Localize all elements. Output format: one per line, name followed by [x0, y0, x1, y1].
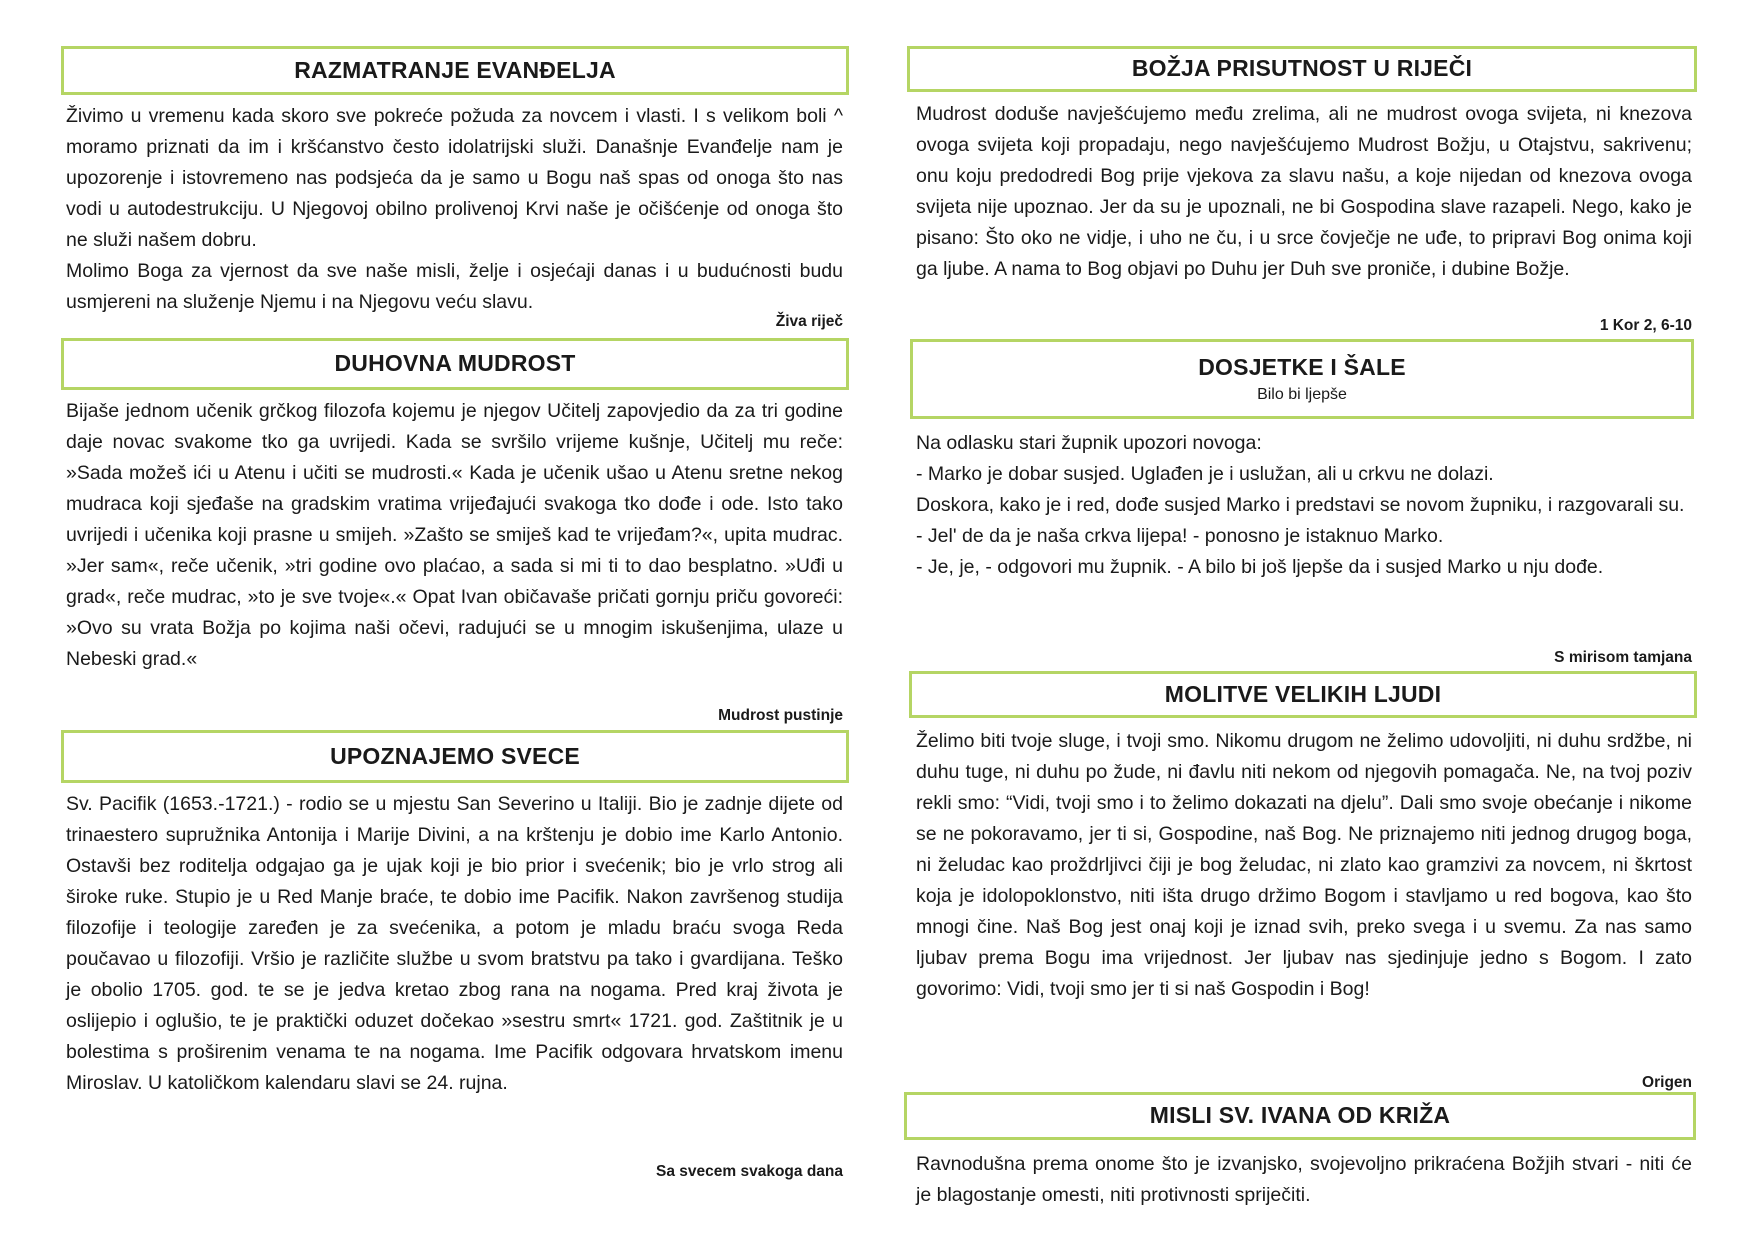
section-title: DOSJETKE I ŠALE — [1198, 353, 1406, 380]
section-body — [66, 789, 843, 1099]
paragraph: Želimo biti tvoje sluge, i tvoji smo. Nikomu drugom ne želimo udovoljiti, ni duhu srdžbe, ni duhu tuge, ni duhu po žude, ni đavlu niti nekom od njegovih pomagača. Ne, na tvoj poziv rekli smo: “Vidi, tvoji smo i to želimo dokazati na djelu”. Dali smo svoje obećanje i nikome se ne pokoravamo, jer ti si, Gospodine, naš Bog. Ne priznajemo niti jednog drugog boga, ni želudac kao proždrljivci čiji je bog želudac, ni zlato kao gramzivi za novcem, ni škrtost koja je idolopoklonstvo, niti išta drugo držimo Bogom i stavljamo u red bogova, kao što mnogi čine. Naš Bog jest onaj koji je iznad svih, preko svega i u svemu. Za nas samo ljubav prema Bogu ima vrijednost. Jer ljubav nas sjedinjuje jedno s Bogom. I zato govorimo: Vidi, tvoji smo jer ti si naš Gospodin i Bog! — [916, 730, 1692, 1000]
section-title-box — [61, 730, 849, 783]
section-subtitle: Bilo bi ljepše — [1257, 385, 1347, 403]
paragraph: Sv. Pacifik (1653.-1721.) - rodio se u mjestu San Severino u Italiji. Bio je zadnje dijete od trinaestero supružnika Antonija i Marije Divini, a na krštenju je dobio ime Karlo Antonio. Ostavši bez roditelja odgajao ga je ujak koji je bio prior i svećenik; bio je vrlo strog ali široke ruke. Stupio je u Red Manje braće, te dobio ime Pacifik. Nakon završenog studija filozofije i teologije zaređen je za svećenika, a potom je mladu braću svoga Reda poučavao u filozofiji. Vršio je različite službe u svom bratstvu pa tako i gvardijana. Teško je obolio 1705. god. te se je jedva kretao zbog rana na nogama. Pred kraj života je oslijepio i oglušio, te je praktički oduzet dočekao »sestru smrt« 1721. god. Zaštitnik je u bolestima s proširenim venama te na nogama. Ime Pacifik odgovara hrvatskom imenu Miroslav. U katoličkom kalendaru slavi se 24. rujna. — [66, 793, 843, 1094]
section-body — [66, 396, 843, 675]
section-title-box — [910, 339, 1694, 419]
section-title: RAZMATRANJE EVANĐELJA — [294, 56, 616, 83]
paragraph: Doskora, kako je i red, dođe susjed Marko i predstavi se novom župniku, i razgovarali su. — [916, 494, 1685, 516]
paragraph: Bijaše jednom učenik grčkog filozofa kojemu je njegov Učitelj zapovjedio da za tri godine daje novac svakome tko ga uvrijedi. Kada se svršilo vrijeme kušnje, Učitelj mu reče: »Sada možeš ići u Atenu i učiti se mudrosti.« Kada je učenik ušao u Atenu sretne nekog mudraca koji sjeđaše na gradskim vratima vrijeđajući svakoga tko dođe i ode. Isto tako uvrijedi i učenika koji prasne u smijeh. »Zašto se smiješ kad te vrijeđam?«, upita mudrac. »Jer sam«, reče učenik, »tri godine ovo plaćao, a sada si mi ti to dao besplatno. »Uđi u grad«, reče mudrac, »to je sve tvoje«.« Opat Ivan običavaše pričati gornju priču govoreći: »Ovo su vrata Božja po kojima naši očevi, radujući se u mnogim iskušenjima, ulaze u Nebeski grad.« — [66, 400, 843, 670]
source-attribution: S mirisom tamjana — [1554, 649, 1692, 666]
section-title: MOLITVE VELIKIH LJUDI — [1164, 680, 1442, 707]
section-title-box — [907, 46, 1697, 92]
section-title: UPOZNAJEMO SVECE — [330, 742, 580, 769]
paragraph: - Je, je, - odgovori mu župnik. - A bilo bi još ljepše da i susjed Marko u nju dođe. — [916, 556, 1604, 578]
source-attribution: Sa svecem svakoga dana — [656, 1163, 843, 1180]
paragraph: Ravnodušna prema onome što je izvanjsko, svojevoljno prikraćena Božjih stvari - niti će je blagostanje omesti, niti protivnosti spriječiti. — [916, 1153, 1692, 1206]
paragraph: Molimo Boga za vjernost da sve naše misli, želje i osjećaji danas i u budućnosti budu usmjereni na služenje Njemu i na Njegovu veću slavu. — [66, 260, 843, 313]
section-title-box — [904, 1092, 1696, 1140]
paragraph: Na odlasku stari župnik upozori novoga: — [916, 432, 1262, 454]
source-attribution: Mudrost pustinje — [718, 707, 843, 724]
section-title: MISLI SV. IVANA OD KRIŽA — [1149, 1102, 1451, 1129]
source-attribution: 1 Kor 2, 6-10 — [1599, 317, 1692, 334]
source-attribution: Živa riječ — [775, 313, 843, 330]
section-body — [916, 1149, 1692, 1211]
section-title: BOŽJA PRISUTNOST U RIJEČI — [1131, 55, 1473, 82]
section-body — [916, 726, 1692, 1005]
section-body — [916, 428, 1692, 583]
section-title-box — [61, 46, 849, 95]
section-body — [916, 99, 1692, 285]
section-title: DUHOVNA MUDROST — [334, 350, 576, 377]
section-title-box — [909, 671, 1697, 718]
section-title-box — [61, 338, 849, 390]
paragraph: Mudrost doduše navješćujemo među zrelima, ali ne mudrost ovoga svijeta, ni knezova ovoga svijeta koji propadaju, nego navješćujemo Mudrost Božju, u Otajstvu, sakrivenu; onu koju predodredi Bog prije vjekova za slavu našu, a koje nijedan od knezova ovoga svijeta nije upoznao. Jer da su je upoznali, ne bi Gospodina slave razapeli. Nego, kako je pisano: Što oko ne vidje, i uho ne ču, i u srce čovječje ne uđe, to pripravi Bog onima koji ga ljube. A nama to Bog objavi po Duhu jer Duh sve proniče, i dubine Božje. — [916, 103, 1692, 280]
section-body — [66, 101, 843, 318]
source-attribution: Origen — [1642, 1074, 1692, 1091]
paragraph: Živimo u vremenu kada skoro sve pokreće požuda za novcem i vlasti. I s velikom boli ^ moramo priznati da im i kršćanstvo često idolatrijski služi. Današnje Evanđelje nam je upozorenje i istovremeno nas podsjeća da je samo u Bogu naš spas od onoga što nas vodi u autodestrukciju. U Njegovoj obilno prolivenoj Krvi naše je očišćenje od onoga što ne služi našem dobru. — [66, 105, 843, 251]
paragraph: - Marko je dobar susjed. Uglađen je i uslužan, ali u crkvu ne dolazi. — [916, 463, 1494, 485]
paragraph: - Jel' de da je naša crkva lijepa! - ponosno je istaknuo Marko. — [916, 525, 1444, 547]
